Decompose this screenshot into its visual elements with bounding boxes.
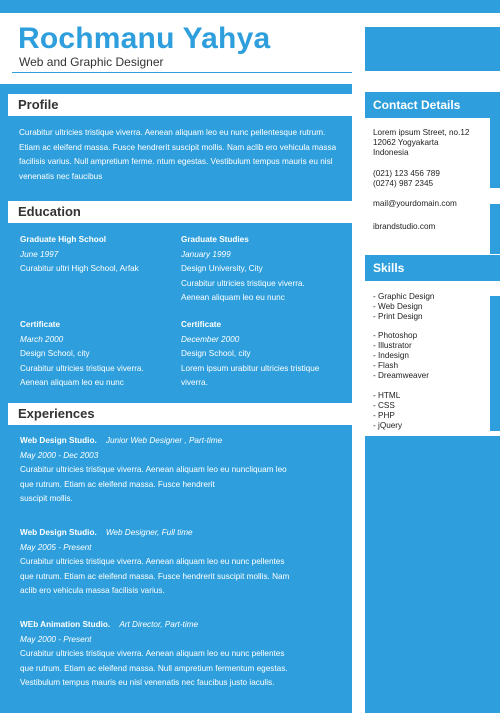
skill-item: - Photoshop xyxy=(373,331,418,340)
skill-item: - HTML xyxy=(373,391,401,400)
contact-email[interactable]: mail@yourdomain.com xyxy=(373,199,457,208)
skill-item: - Web Design xyxy=(373,302,423,311)
header-divider xyxy=(12,72,352,73)
education-item xyxy=(20,233,170,277)
experience-company: Web Design Studio. xyxy=(20,528,97,537)
education-line: Curabitur ultricies tristique viverra. xyxy=(181,278,305,288)
education-title: Certificate xyxy=(20,320,61,329)
skills-heading: Skills xyxy=(365,255,500,281)
education-line: Curabitur ultri High School, Arfak xyxy=(20,264,139,274)
education-date: December 2000 xyxy=(181,334,240,344)
person-role: Web and Graphic Designer xyxy=(19,55,164,69)
profile-text: Curabitur ultricies tristique viverra. Aenean aliquam leo eu nunc pellentesque rutrum. Etiam ac eleifend massa. Fusce hendrerit suscipit mollis. Nam aclib ero vehicula massa facilisis varius. Null ampretium ferme. ntum egestas. Vestibulum tempus mauris eu nisl venenatis nec faucibus xyxy=(19,128,337,181)
skill-item: - CSS xyxy=(373,401,395,410)
education-line: Design University, City xyxy=(181,264,263,274)
skill-item: - Dreamweaver xyxy=(373,371,429,380)
skills-group xyxy=(373,391,493,431)
education-heading: Education xyxy=(8,201,352,223)
experience-date: May 2000 - Dec 2003 xyxy=(20,450,99,460)
education-title: Certificate xyxy=(181,320,222,329)
experience-company: Web Design Studio. xyxy=(20,436,97,445)
skill-item: - Indesign xyxy=(373,351,409,360)
education-line: Lorem ipsum urabitur ultricies tristique xyxy=(181,363,320,373)
contact-phones xyxy=(373,169,493,189)
person-name: Rochmanu Yahya xyxy=(18,22,271,55)
experience-line: suscipit mollis. xyxy=(20,494,73,504)
contact-address xyxy=(373,128,493,158)
education-line: Aenean aliquam leo eu nunc xyxy=(181,293,285,303)
experience-position: Web Designer, Full time xyxy=(105,528,193,537)
skill-item: - Print Design xyxy=(373,312,423,321)
profile-heading: Profile xyxy=(8,94,352,116)
skill-item: - Flash xyxy=(373,361,399,370)
experience-line: que rutrum. Etiam ac eleifend massa. Fusce hendrerit suscipit mollis. Nam xyxy=(20,571,290,581)
phone-line: (021) 123 456 789 xyxy=(373,169,440,178)
contact-website[interactable]: ibrandstudio.com xyxy=(373,222,436,231)
skill-item: - PHP xyxy=(373,411,395,420)
experience-item xyxy=(20,526,345,599)
education-item xyxy=(181,233,346,306)
education-title: Graduate High School xyxy=(20,235,106,244)
education-item xyxy=(20,318,178,391)
education-date: March 2000 xyxy=(20,334,64,344)
skills-group xyxy=(373,292,493,322)
education-line: viverra. xyxy=(181,378,208,388)
education-date: June 1997 xyxy=(20,249,59,259)
top-bar xyxy=(0,0,500,13)
experience-line: que rutrum. Etiam ac eleifend massa. Null ampretium fermentum egestas. xyxy=(20,663,288,673)
education-date: January 1999 xyxy=(181,249,231,259)
education-item xyxy=(181,318,346,391)
skill-item: - Graphic Design xyxy=(373,292,435,301)
experience-position: Junior Web Designer , Part-time xyxy=(105,436,223,445)
experience-line: Vestibulum tempus mauris eu nisl venenatis nec faucibus justo iaculis. xyxy=(20,678,275,688)
right-accent-block xyxy=(365,27,500,71)
address-line: 12062 Yogyakarta xyxy=(373,138,439,147)
contact-heading: Contact Details xyxy=(365,92,500,118)
experience-line: aclib ero vehicula massa facilisis varius. xyxy=(20,586,165,596)
experience-item xyxy=(20,434,345,507)
address-line: Indonesia xyxy=(373,148,409,157)
right-edge-stripe xyxy=(490,296,500,431)
experience-date: May 2005 - Present xyxy=(20,542,92,552)
right-footer-block xyxy=(365,436,500,713)
experience-line: Curabitur ultricies tristique viverra. Aenean aliquam leo eu nuncliquam leo xyxy=(20,465,287,475)
education-line: Aenean aliquam leo eu nunc xyxy=(20,378,124,388)
address-line: Lorem ipsum Street, no.12 xyxy=(373,128,470,137)
experience-position: Art Director, Part-time xyxy=(119,620,199,629)
skill-item: - Illustrator xyxy=(373,341,412,350)
experience-line: Curabitur ultricies tristique viverra. Aenean aliquam leo eu nunc pellentes xyxy=(20,649,285,659)
experience-company: WEb Animation Studio. xyxy=(20,620,111,629)
education-title: Graduate Studies xyxy=(181,235,249,244)
experience-date: May 2000 - Present xyxy=(20,634,92,644)
education-line: Curabitur ultricies tristique viverra. xyxy=(20,363,144,373)
experience-line: Curabitur ultricies tristique viverra. Aenean aliquam leo eu nunc pellentes xyxy=(20,557,285,567)
skills-group xyxy=(373,331,493,381)
right-edge-stripe xyxy=(490,204,500,254)
education-line: Design School, city xyxy=(181,349,251,359)
experiences-heading: Experiences xyxy=(8,403,352,425)
skill-item: - jQuery xyxy=(373,421,403,430)
education-line: Design School, city xyxy=(20,349,90,359)
experience-item xyxy=(20,618,345,691)
experience-line: que rutrum. Etiam ac eleifend massa. Fusce hendrerit xyxy=(20,479,215,489)
phone-line: (0274) 987 2345 xyxy=(373,179,434,188)
